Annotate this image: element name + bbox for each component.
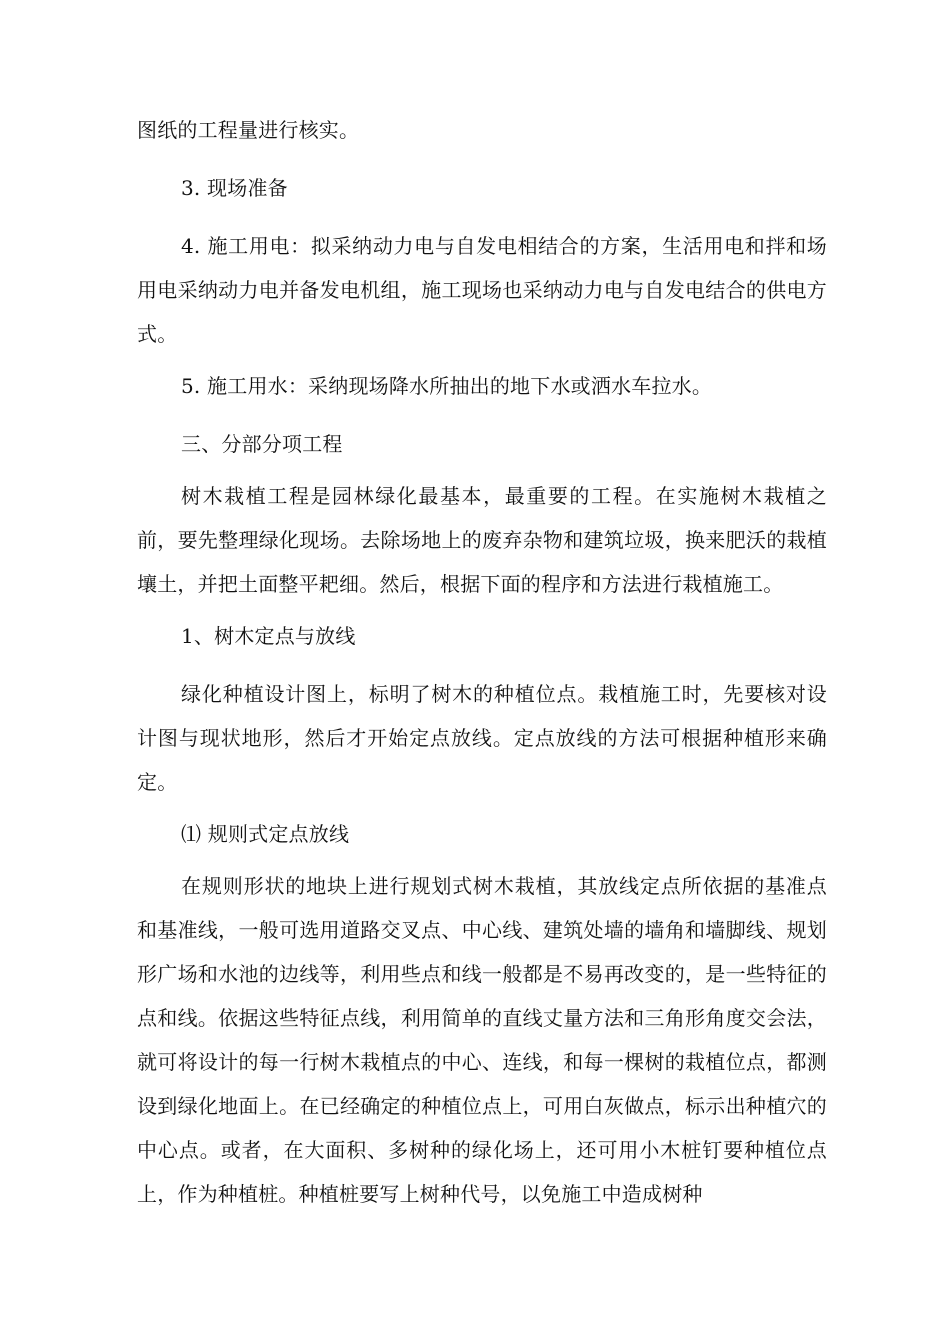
paragraph-construction-water: 5. 施工用水：采纳现场降水所抽出的地下水或洒水车拉水。 xyxy=(181,374,713,398)
paragraph-tree-planting: 树木栽植工程是园林绿化最基本，最重要的工程。在实施树木栽植之前，要先整理绿化现场。去除场地上的废弃杂物和建筑垃圾，换来肥沃的栽植壤土，并把土面整平耙细。然后，根据下面的程序和方法进行栽植施工。 xyxy=(137,484,827,596)
heading-tree-positioning: 1、树木定点与放线 xyxy=(181,624,356,648)
section-heading-subprojects: 三、分部分项工程 xyxy=(181,432,343,456)
paragraph-design-drawing: 绿化种植设计图上，标明了树木的种植位点。栽植施工时，先要核对设计图与现状地形，然后才开始定点放线。定点放线的方法可根据种植形来确定。 xyxy=(137,682,827,794)
paragraph-regular-layout-method: 在规则形状的地块上进行规划式树木栽植，其放线定点所依据的基准点和基准线，一般可选用道路交叉点、中心线、建筑处墙的墙角和墙脚线、规划形广场和水池的边线等，利用些点和线一般都是不易再改变的，是一些特征的点和线。依据这些特征点线，利用简单的直线丈量方法和三角形角度交会法，就可将设计的每一行树木栽植点的中心、连线，和每一棵树的栽植位点，都测设到绿化地面上。在已经确定的种植位点上，可用白灰做点，标示出种植穴的中心点。或者，在大面积、多树种的绿化场上，还可用小木桩钉要种植位点上，作为种植桩。种植桩要写上树种代号，以免施工中造成树种 xyxy=(137,874,827,1206)
heading-site-preparation: 3. 现场准备 xyxy=(181,176,288,200)
paragraph-construction-power: 4. 施工用电：拟采纳动力电与自发电相结合的方案，生活用电和拌和场用电采纳动力电并备发电机组，施工现场也采纳动力电与自发电结合的供电方式。 xyxy=(137,234,827,346)
document-body xyxy=(137,108,827,1216)
paragraph-continuation: 图纸的工程量进行核实。 xyxy=(137,118,360,142)
heading-regular-layout: ⑴ 规则式定点放线 xyxy=(181,822,350,846)
